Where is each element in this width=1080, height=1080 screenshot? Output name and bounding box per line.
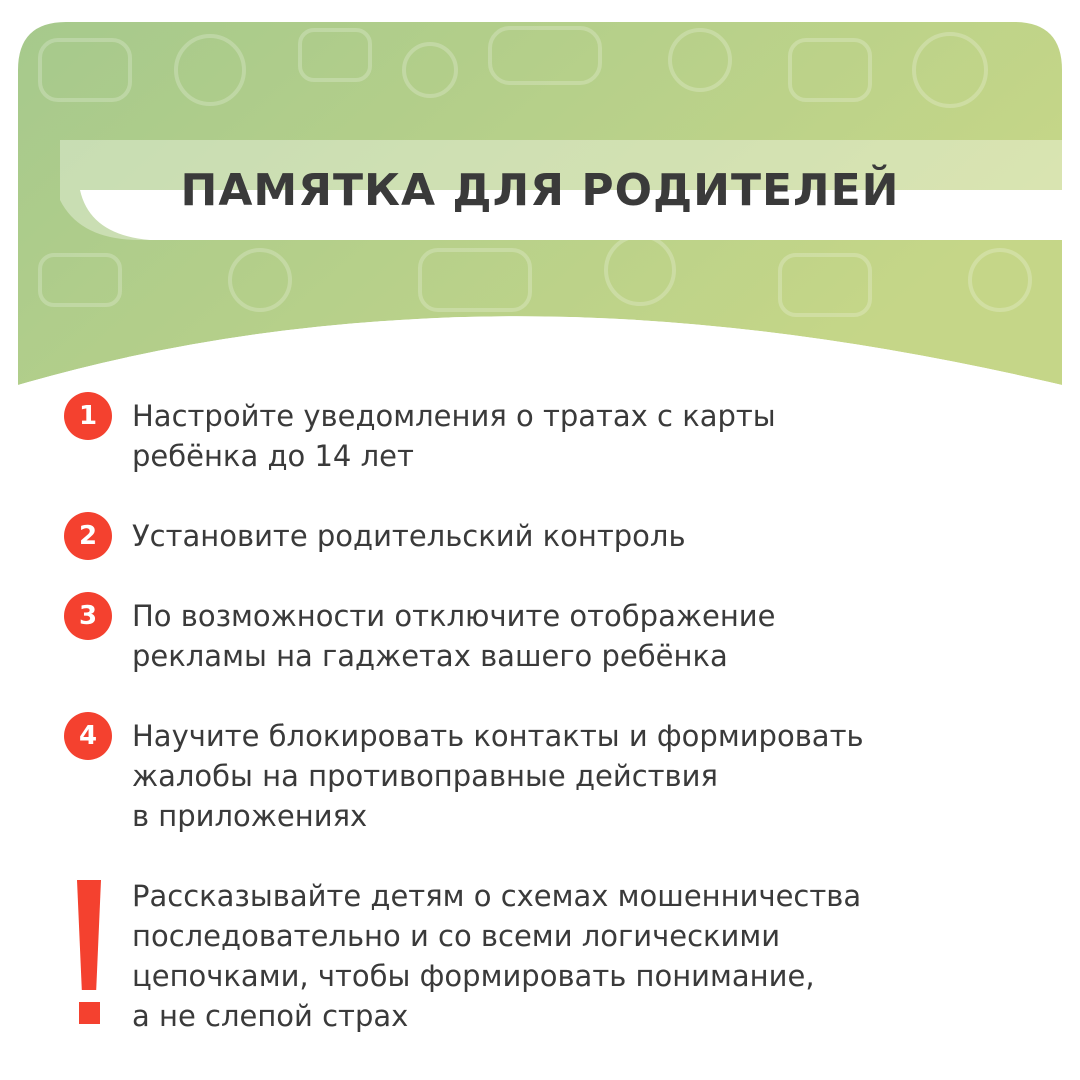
page-title: ПАМЯТКА ДЛЯ РОДИТЕЛЕЙ (180, 164, 900, 216)
item-text: Настройте уведомления о тратах с карты ребёнка до 14 лет (132, 399, 776, 473)
item-text: Установите родительский контроль (132, 519, 686, 553)
list-item (64, 396, 1024, 476)
warning-text: Рассказывайте детям о схемах мошенничества последовательно и со всеми логическими цепочками, чтобы формировать понимание, а не слепой страх (132, 879, 862, 1033)
list-item (64, 516, 1024, 560)
warning-note (64, 876, 1024, 1036)
number-badge: 1 (64, 392, 112, 440)
list-item (64, 716, 1024, 836)
item-text: Научите блокировать контакты и формировать жалобы на противоправные действия в приложениях (132, 719, 864, 833)
number-badge: 2 (64, 512, 112, 560)
exclamation-icon (64, 876, 112, 1026)
number-badge: 4 (64, 712, 112, 760)
item-text: По возможности отключите отображение рекламы на гаджетах вашего ребёнка (132, 599, 776, 673)
list-item (64, 596, 1024, 676)
number-badge: 3 (64, 592, 112, 640)
